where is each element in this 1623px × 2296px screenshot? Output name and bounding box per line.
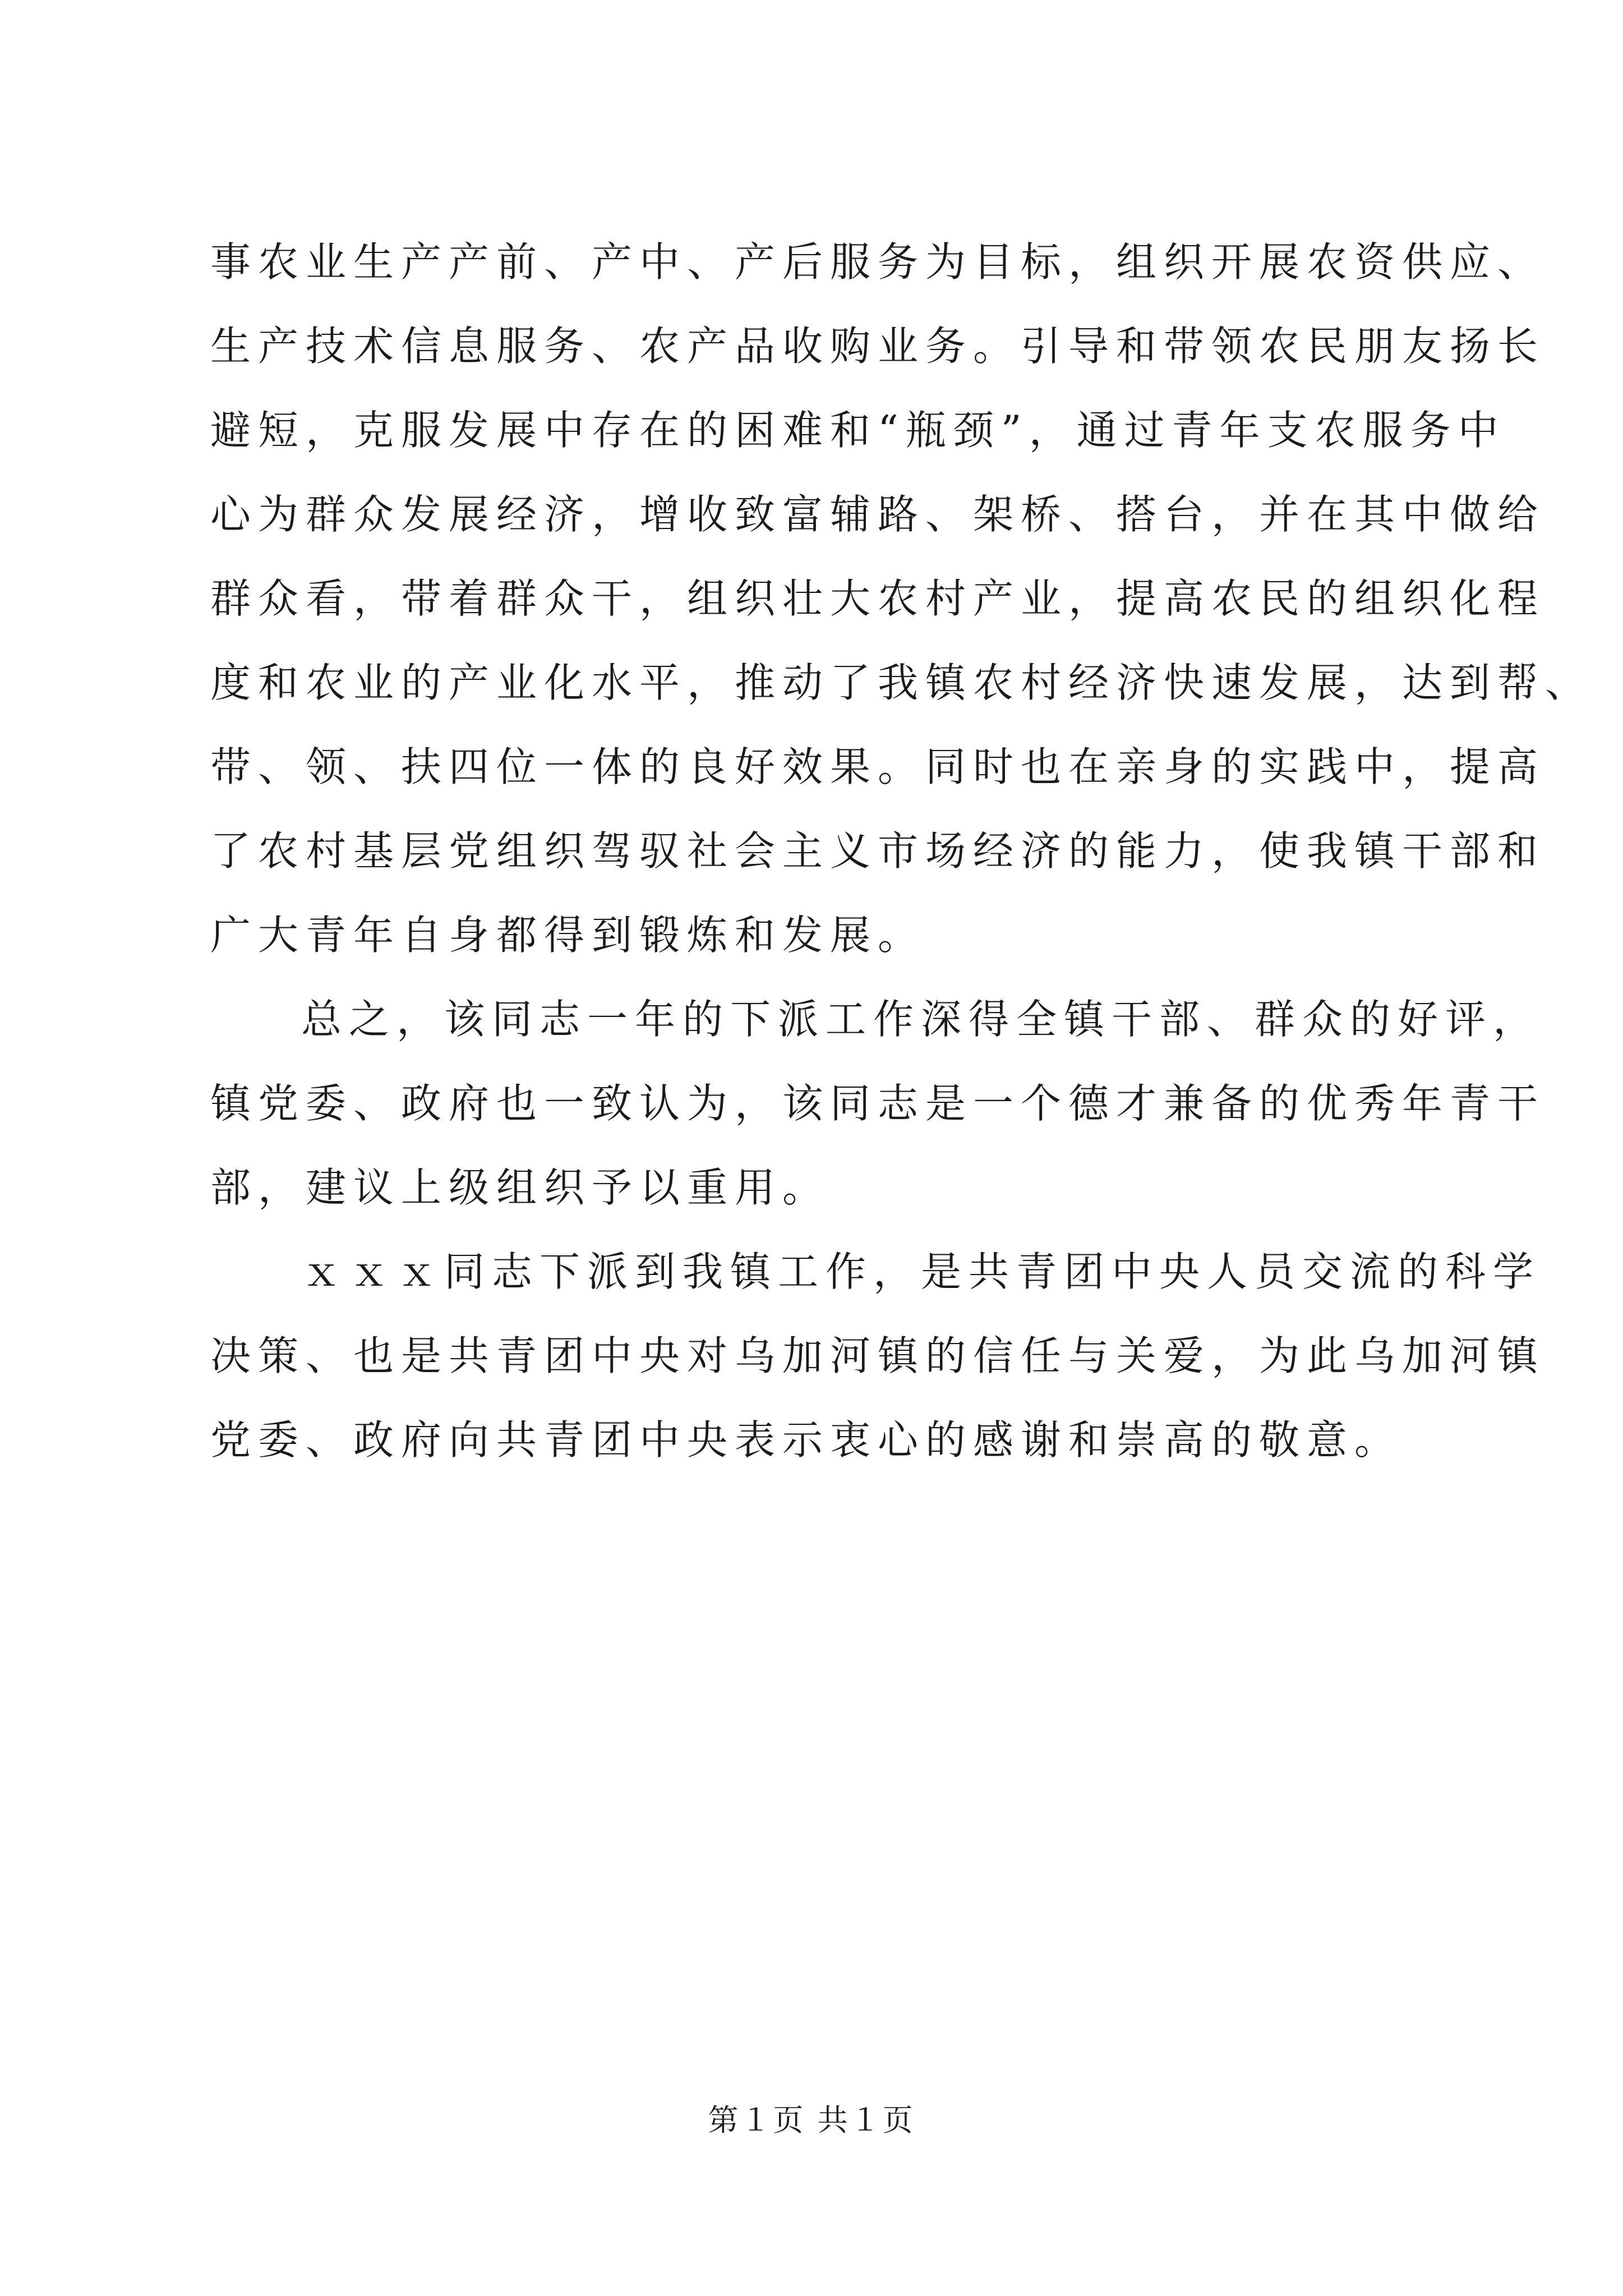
text-line: 群众看，带着群众干，组织壮大农村产业，提高农民的组织化程 (210, 575, 1546, 622)
text-line: 事农业生产产前、产中、产后服务为目标，组织开展农资供应、 (210, 238, 1546, 286)
text-line: 避短，克服发展中存在的困难和“瓶颈”，通过青年支农服务中 (210, 407, 1506, 454)
text-line: 了农村基层党组织驾驭社会主义市场经济的能力，使我镇干部和 (210, 827, 1546, 875)
text-line: 总之，该同志一年的下派工作深得全镇干部、群众的好评， (301, 996, 1541, 1043)
paragraph-2 (210, 977, 1546, 1230)
text-line: 党委、政府向共青团中央表示衷心的感谢和崇高的敬意。 (210, 1416, 1403, 1464)
page-number-footer: 第１页 共１页 (708, 2102, 915, 2138)
document-body (210, 220, 1593, 1482)
text-line: 决策、也是共青团中央对乌加河镇的信任与关爱，为此乌加河镇 (210, 1332, 1546, 1379)
text-line: 部，建议上级组织予以重用。 (210, 1164, 831, 1211)
text-line: 度和农业的产业化水平，推动了我镇农村经济快速发展，达到帮、 (210, 659, 1593, 706)
text-line: 镇党委、政府也一致认为，该同志是一个德才兼备的优秀年青干 (210, 1080, 1546, 1127)
paragraph-3 (210, 1230, 1546, 1482)
paragraph-1 (210, 220, 1593, 977)
text-line: 带、领、扶四位一体的良好效果。同时也在亲身的实践中，提高 (210, 743, 1546, 790)
text-line: 生产技术信息服务、农产品收购业务。引导和带领农民朋友扬长 (210, 323, 1546, 370)
text-line: 心为群众发展经济，增收致富辅路、架桥、搭台，并在其中做给 (210, 491, 1546, 538)
text-line: ｘｘｘ同志下派到我镇工作，是共青团中央人员交流的科学 (301, 1248, 1541, 1295)
text-line: 广大青年自身都得到锻炼和发展。 (210, 912, 926, 959)
